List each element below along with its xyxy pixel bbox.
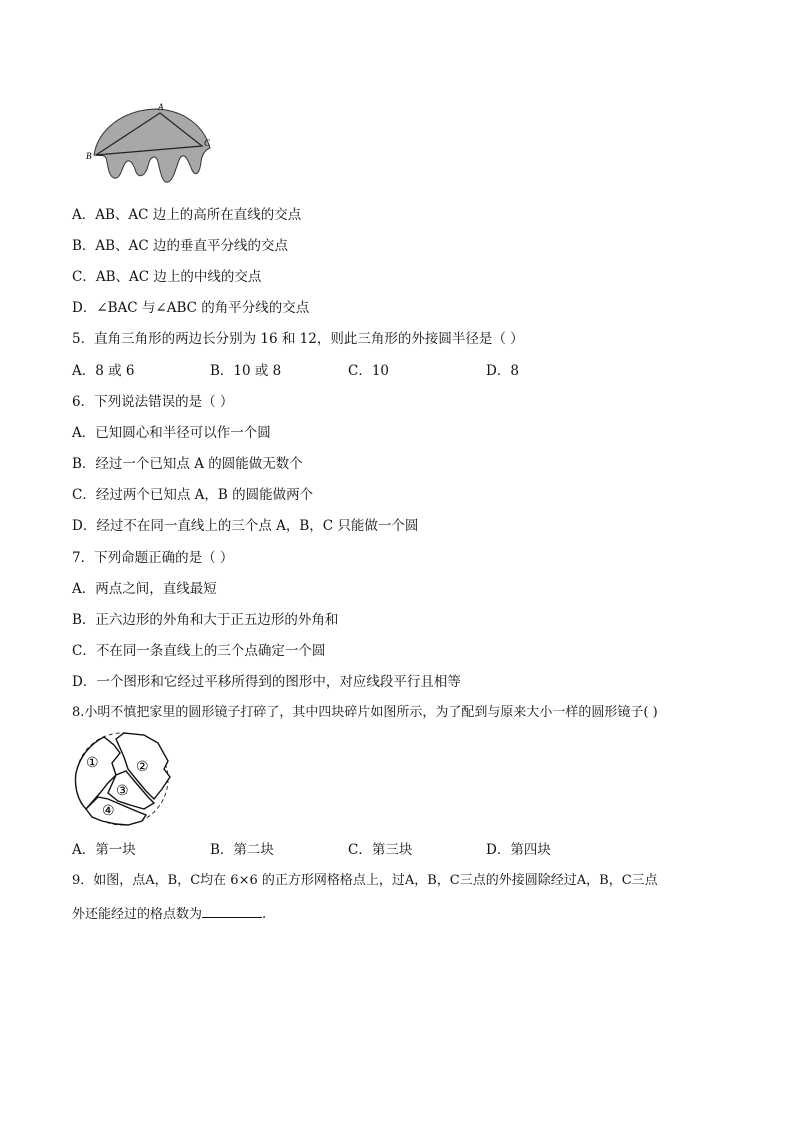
q9-line-1: 9．如图，点A，B，C均在 6×6 的正方形网格格点上，过A，B，C三点的外接圆除经过A，B，C三点 — [72, 873, 658, 888]
q7-stem: 7．下列命题正确的是（ ） — [72, 550, 234, 566]
label-a: A — [158, 102, 164, 112]
q4-option-b[interactable]: B．AB、AC 边的垂直平分线的交点 — [72, 238, 288, 254]
piece-2-label: ② — [136, 759, 149, 775]
piece-1-label: ① — [86, 755, 99, 771]
q5-option-c[interactable]: C．10 — [348, 363, 390, 379]
q7-option-d[interactable]: D．一个图形和它经过平移所得到的图形中，对应线段平行且相等 — [72, 674, 461, 690]
label-b: B — [86, 151, 92, 161]
q4-option-c[interactable]: C．AB、AC 边上的中线的交点 — [72, 269, 262, 285]
broken-mirror-figure — [72, 729, 176, 829]
q7-option-b[interactable]: B．正六边形的外角和大于正五边形的外角和 — [72, 612, 339, 628]
q9-line-2 — [72, 903, 266, 925]
label-c: C — [204, 138, 211, 148]
q9-answer-blank[interactable] — [202, 903, 262, 918]
q6-stem: 6．下列说法错误的是（ ） — [72, 394, 234, 410]
q8-option-a[interactable]: A．第一块 — [72, 842, 136, 858]
q7-option-c[interactable]: C．不在同一条直线上的三个点确定一个圆 — [72, 643, 326, 659]
q5-option-b[interactable]: B．10 或 8 — [210, 363, 282, 379]
piece-3-label: ③ — [116, 783, 129, 799]
q6-option-c[interactable]: C．经过两个已知点 A，B 的圆能做两个 — [72, 487, 314, 503]
q5-option-d[interactable]: D．8 — [486, 363, 519, 379]
q9-line-2-text: 外还能经过的格点数为 — [72, 907, 203, 922]
q6-option-a[interactable]: A．已知圆心和半径可以作一个圆 — [72, 425, 271, 441]
q8-option-c[interactable]: C．第三块 — [348, 842, 413, 858]
q5-stem: 5．直角三角形的两边长分别为 16 和 12，则此三角形的外接圆半径是（ ） — [72, 331, 524, 347]
q5-option-a[interactable]: A．8 或 6 — [72, 363, 135, 379]
broken-circle-triangle-figure — [84, 100, 220, 190]
q9-line-2-end: . — [262, 907, 267, 922]
q4-option-a[interactable]: A．AB、AC 边上的高所在直线的交点 — [72, 207, 302, 223]
q8-option-b[interactable]: B．第二块 — [210, 842, 274, 858]
q8-option-d[interactable]: D．第四块 — [486, 842, 551, 858]
q6-option-d[interactable]: D．经过不在同一直线上的三个点 A，B，C 只能做一个圆 — [72, 518, 419, 534]
q6-option-b[interactable]: B．经过一个已知点 A 的圆能做无数个 — [72, 456, 303, 472]
piece-4-label: ④ — [102, 803, 115, 819]
q4-option-d[interactable]: D．∠BAC 与∠ABC 的角平分线的交点 — [72, 300, 310, 316]
q7-option-a[interactable]: A．两点之间，直线最短 — [72, 581, 217, 597]
q8-stem: 8.小明不慎把家里的圆形镜子打碎了，其中四块碎片如图所示，为了配到与原来大小一样的圆形镜子( ) — [72, 705, 658, 720]
